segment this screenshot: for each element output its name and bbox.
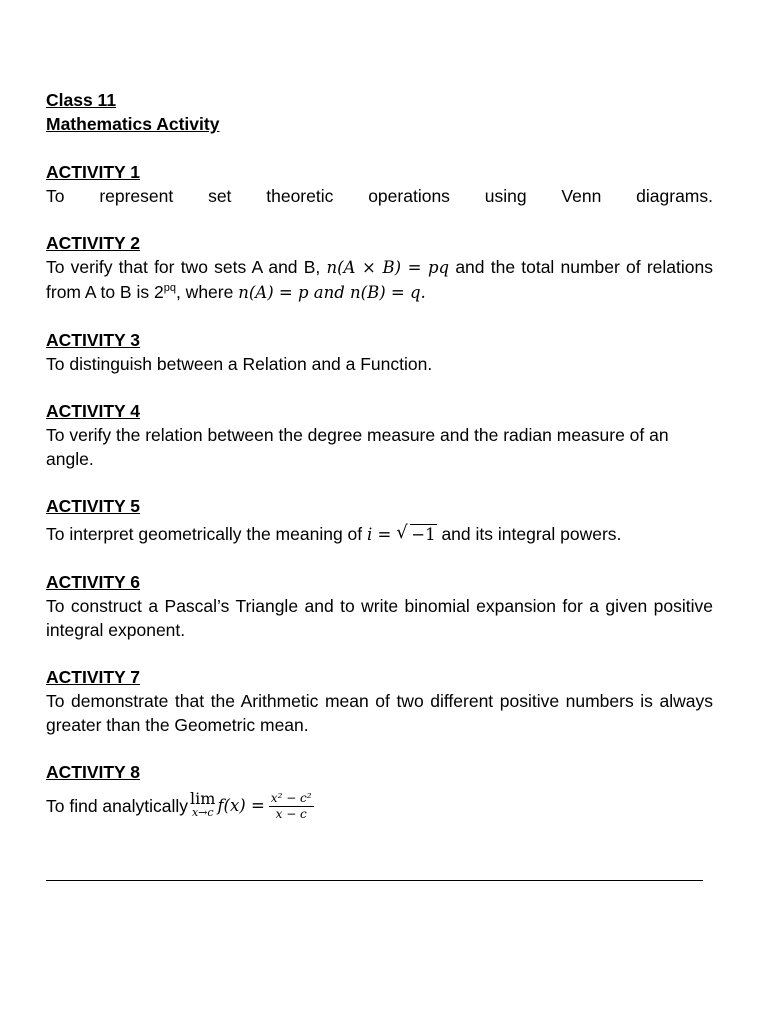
activity-1-title: ACTIVITY 1	[46, 162, 141, 182]
activity-3	[46, 328, 713, 376]
activity-7-text: To demonstrate that the Arithmetic mean of two different positive numbers is always greater than the Geometric mean.	[46, 691, 713, 735]
activity-2-math-a: n(A × B) = pq	[326, 258, 450, 277]
activity-2	[46, 231, 713, 305]
activity-2-title: ACTIVITY 2	[46, 233, 141, 253]
activity-8	[46, 760, 713, 828]
activity-1-text: To represent set theoretic operations using Venn diagrams.	[46, 186, 713, 206]
activity-8-title: ACTIVITY 8	[46, 762, 141, 782]
activity-5-math-lhs: i =	[367, 525, 392, 544]
activity-8-fraction	[269, 791, 314, 822]
activity-5-title: ACTIVITY 5	[46, 496, 141, 516]
activity-5-text-a: To interpret geometrically the meaning of	[46, 524, 363, 544]
radical-sign-icon: √	[396, 522, 408, 543]
activity-2-text-c: , where	[175, 282, 234, 302]
activity-8-text-label: To find analytically	[46, 796, 189, 816]
activity-4-text: To verify the relation between the degree measure and the radian measure of an angle.	[46, 425, 669, 469]
activity-8-function: f(x) =	[217, 796, 265, 815]
limit-subscript: x→c	[191, 806, 214, 819]
document-header	[46, 88, 713, 136]
activity-5-text	[46, 522, 713, 547]
footer-divider	[46, 880, 703, 881]
activity-8-limit	[190, 789, 216, 820]
activity-6	[46, 570, 713, 642]
activity-2-superscript: pq	[163, 282, 176, 294]
activity-5-radicand: −1	[411, 525, 436, 544]
activity-2-text	[46, 255, 713, 305]
subject-heading: Mathematics Activity	[46, 114, 220, 134]
activity-7-title: ACTIVITY 7	[46, 667, 141, 687]
activity-5-text-b: and its integral powers.	[441, 524, 622, 544]
activity-1	[46, 160, 713, 208]
activity-3-title: ACTIVITY 3	[46, 330, 141, 350]
class-heading: Class 11	[46, 90, 117, 110]
activity-5	[46, 494, 713, 547]
activity-2-math-b: n(A) = p and n(B) = q.	[238, 283, 426, 302]
fraction-numerator: x² − c²	[270, 790, 312, 805]
fraction-denominator: x − c	[275, 806, 307, 821]
activity-8-text	[46, 784, 713, 828]
activity-6-text: To construct a Pascal’s Triangle and to write binomial expansion for a given positive integral exponent.	[46, 596, 713, 640]
activity-2-text-a: To verify that for two sets A and B,	[46, 257, 321, 277]
activity-4	[46, 399, 713, 471]
activity-7	[46, 665, 713, 737]
activity-2-text-b: and the total number of relations from A to B is 2	[46, 257, 713, 302]
limit-operator: lim	[190, 789, 216, 808]
activity-6-title: ACTIVITY 6	[46, 572, 141, 592]
activity-3-text: To distinguish between a Relation and a Function.	[46, 354, 433, 374]
activity-5-sqrt	[396, 523, 436, 547]
activity-4-title: ACTIVITY 4	[46, 401, 141, 421]
